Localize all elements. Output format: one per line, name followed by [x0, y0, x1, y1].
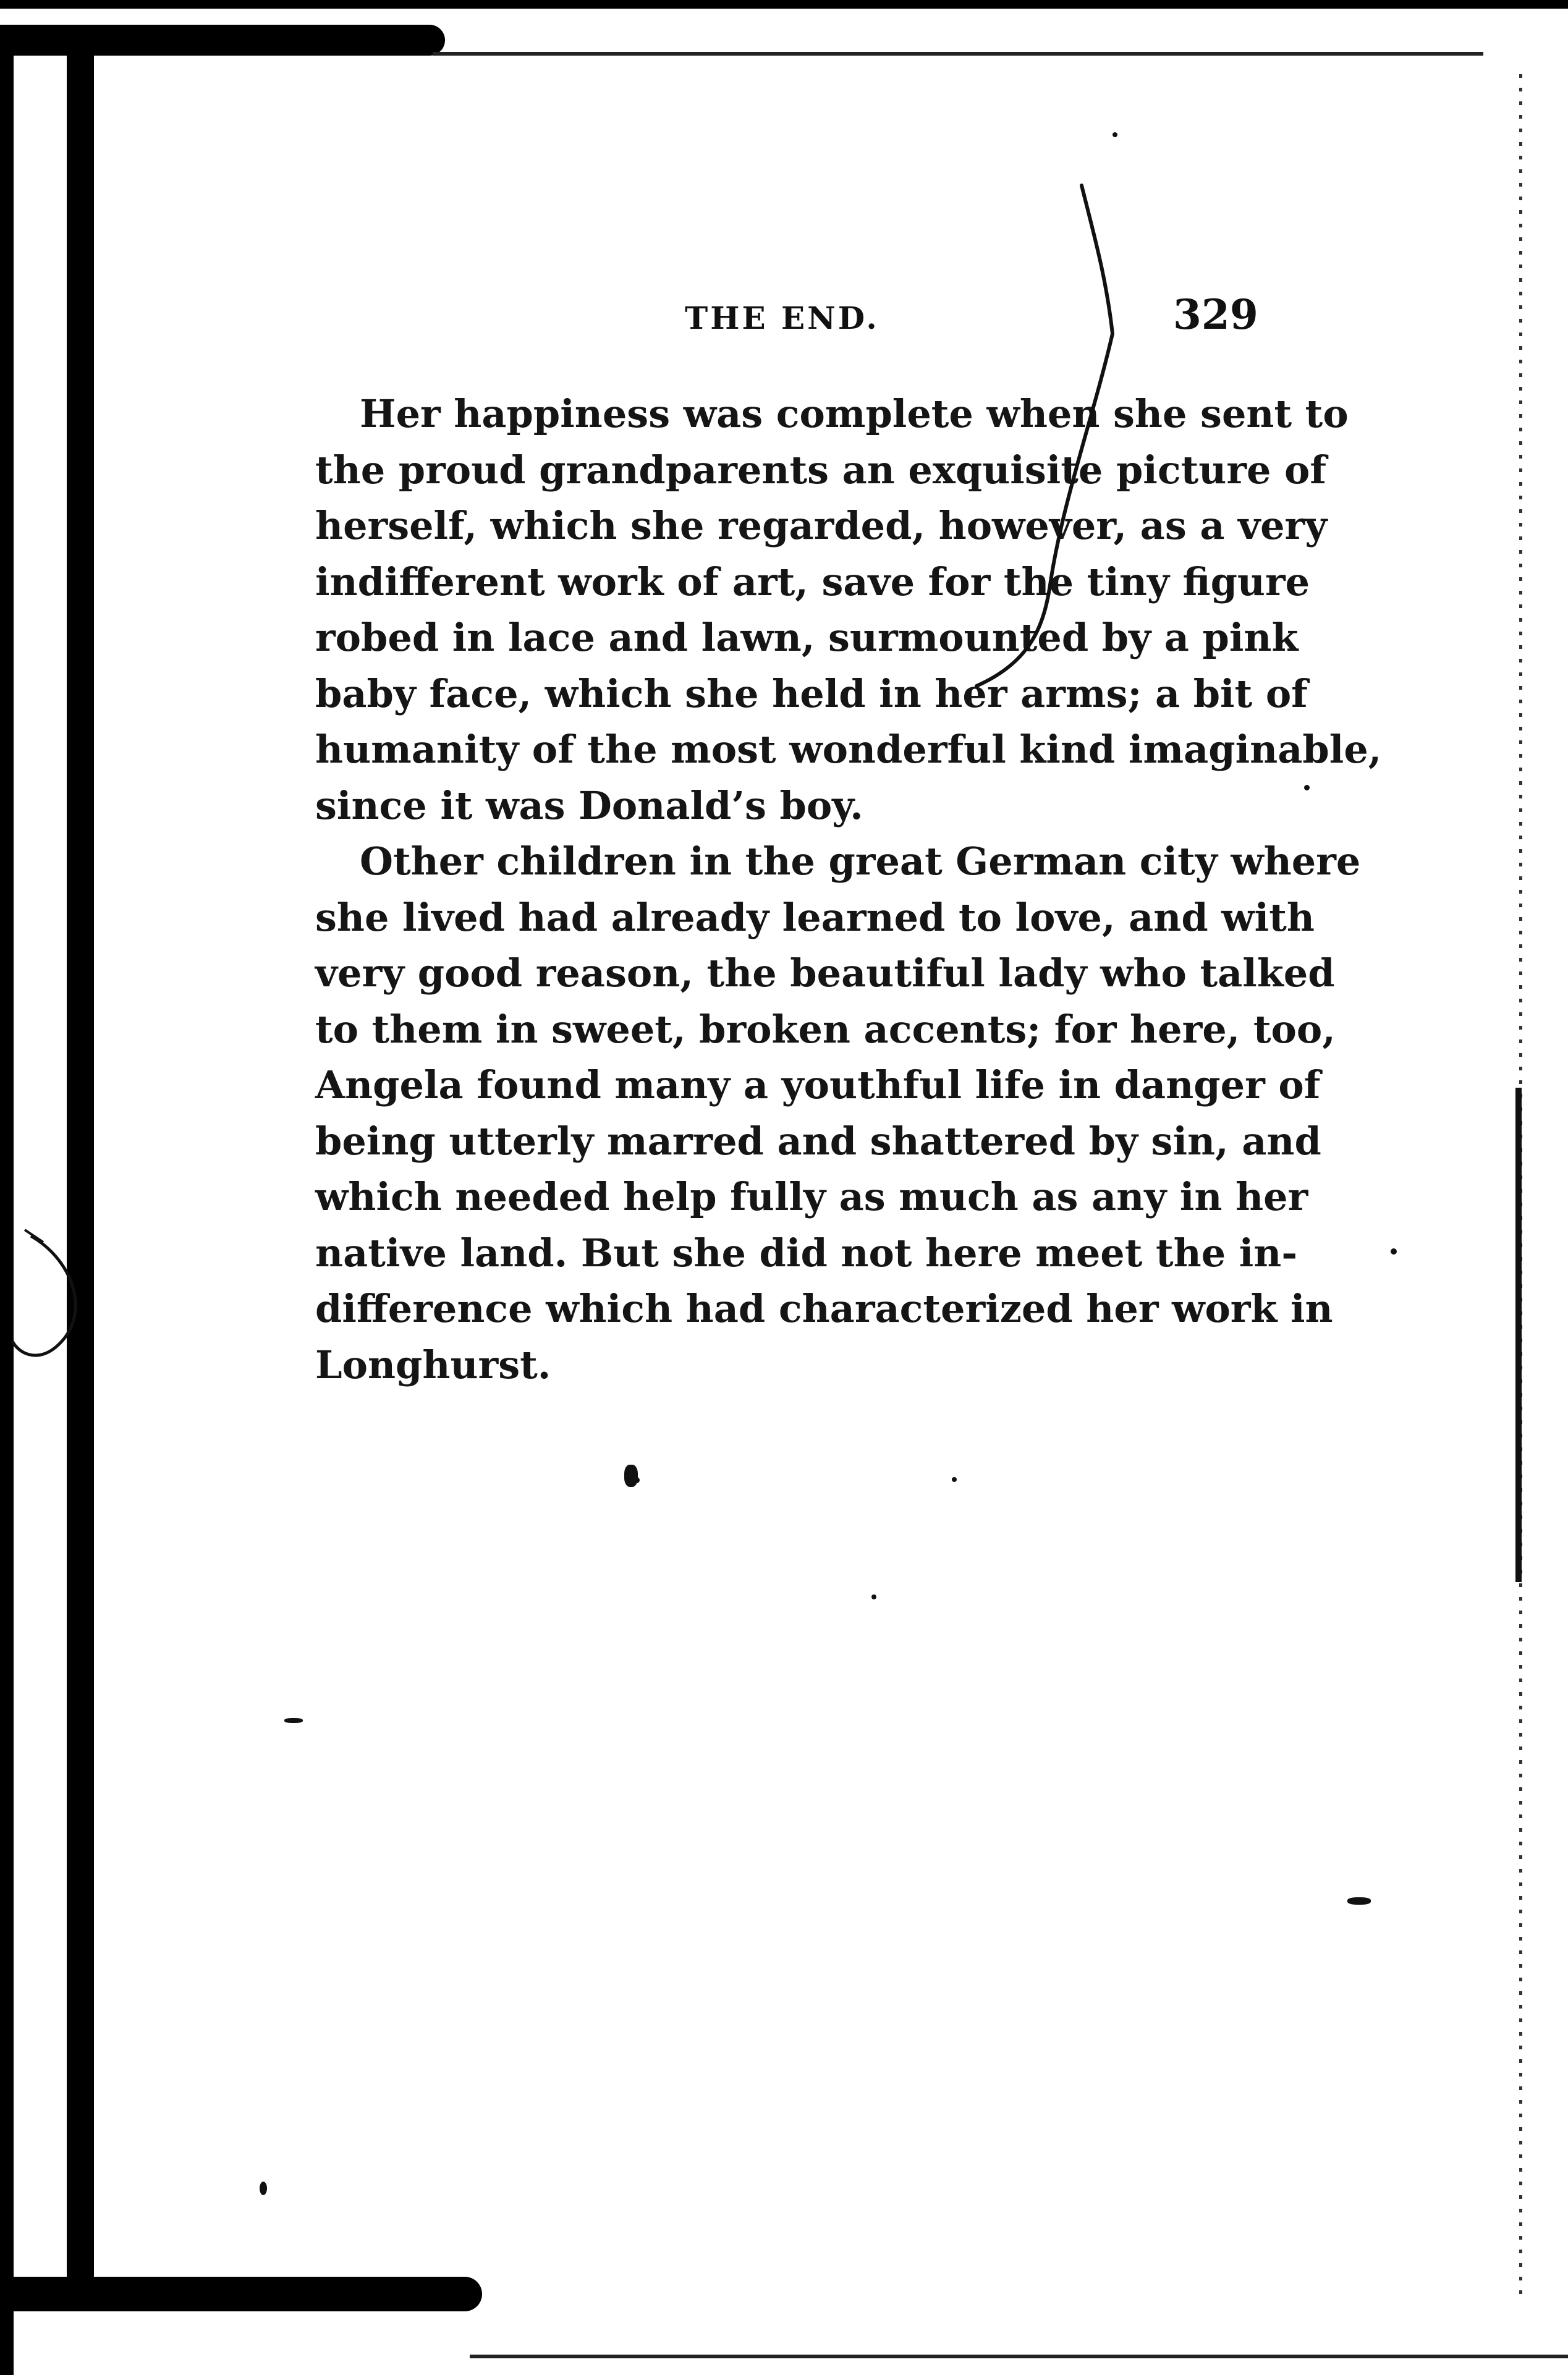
text-line: Angela found many a youthful life in danger of: [315, 1062, 1321, 1107]
scan-speck: [1304, 785, 1310, 790]
scan-edge-left: [0, 37, 14, 2375]
text-line: very good reason, the beautiful lady who talked: [315, 950, 1335, 996]
text-line: robed in lace and lawn, surmounted by a pink: [315, 615, 1299, 660]
margin-curve-mark: [0, 1224, 87, 1384]
scan-edge-right-bar: [1515, 1088, 1522, 1582]
text-line: baby face, which she held in her arms; a bit of: [315, 671, 1308, 716]
text-line: Other children in the great German city where: [360, 839, 1361, 884]
text-line: herself, which she regarded, however, as a very: [315, 503, 1328, 548]
scan-speck: [284, 1718, 303, 1723]
scan-speck: [952, 1477, 957, 1482]
pencil-stroke-mark: [964, 179, 1125, 711]
scan-edge-bottom-rule: [470, 2355, 1568, 2358]
text-line: difference which had characterized her work in: [315, 1286, 1333, 1331]
page-number: 329: [1173, 290, 1258, 339]
text-line: indifferent work of art, save for the tiny figure: [315, 559, 1310, 604]
scan-edge-top: [0, 0, 1568, 9]
text-line: which needed help fully as much as any in her: [315, 1174, 1308, 1219]
scan-edge-bottom-band: [0, 2277, 482, 2311]
scan-edge-top-rule: [433, 52, 1483, 56]
scan-speck: [1112, 132, 1117, 137]
text-line: Her happiness was complete when she sent to: [360, 391, 1349, 436]
text-line: to them in sweet, broken accents; for here, too,: [315, 1006, 1336, 1052]
text-line: since it was Donald’s boy.: [315, 782, 863, 828]
scan-speck: [1391, 1248, 1397, 1255]
text-line: native land. But she did not here meet the in-: [315, 1230, 1298, 1276]
scan-speck: [624, 1465, 638, 1487]
scan-binding-shadow: [67, 43, 94, 2280]
paragraph-2: [315, 834, 1361, 1393]
text-line: Longhurst.: [315, 1342, 551, 1387]
scan-speck: [260, 2182, 267, 2195]
scan-speck: [1347, 1897, 1371, 1905]
text-line: the proud grandparents an exquisite picture of: [315, 447, 1327, 493]
text-line: she lived had already learned to love, and with: [315, 894, 1315, 940]
text-line: humanity of the most wonderful kind imaginable,: [315, 727, 1382, 772]
scan-speck: [871, 1594, 876, 1599]
text-line: being utterly marred and shattered by sin, and: [315, 1118, 1321, 1164]
running-head: THE END.: [685, 300, 879, 336]
